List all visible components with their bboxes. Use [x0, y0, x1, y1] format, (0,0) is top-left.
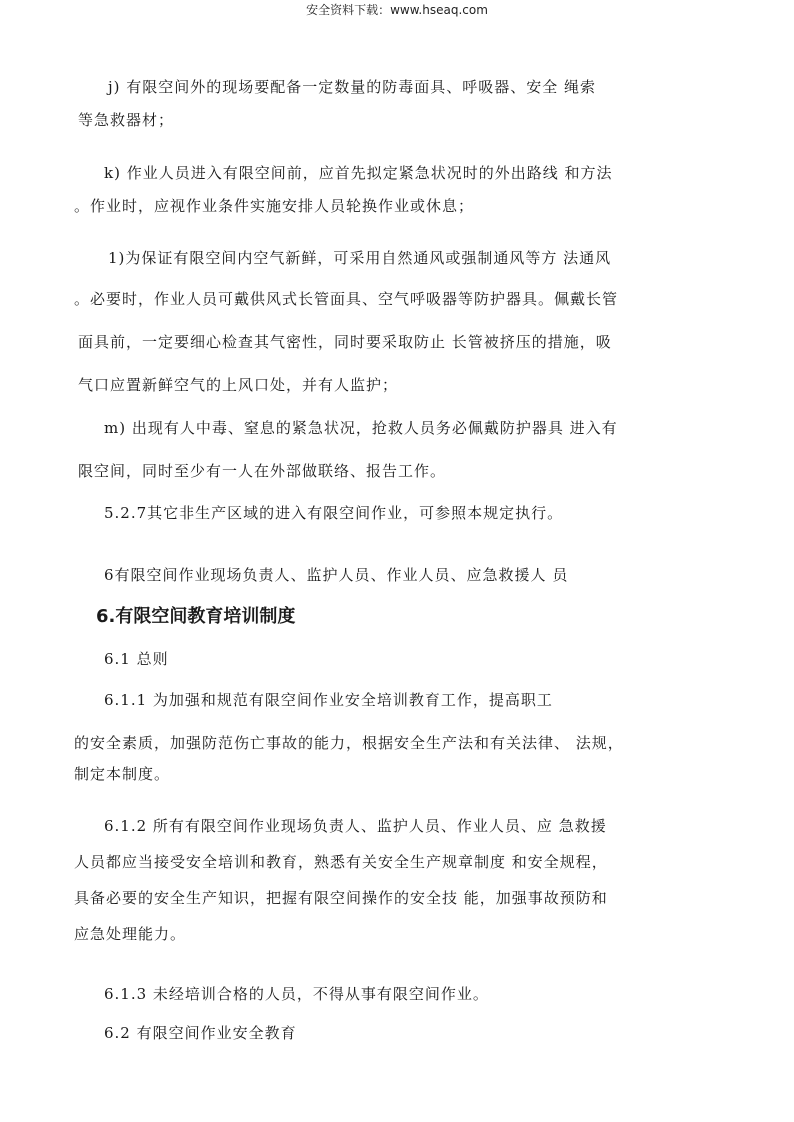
item-l-line-2: 。必要时，作业人员可戴供风式长管面具、空气呼吸器等防护器具。佩戴长管: [74, 290, 619, 308]
item-l-line-4: 气口应置新鲜空气的上风口处，并有人监护；: [78, 376, 399, 394]
item-l-line-3: 面具前，一定要细心检查其气密性，同时要采取防止 长管被挤压的措施，吸: [78, 333, 612, 351]
item-m-line-2: 限空间，同时至少有一人在外部做联络、报告工作。: [78, 462, 447, 480]
section-6-1-2-line-3: 具备必要的安全生产知识，把握有限空间操作的安全技 能，加强事故预防和: [74, 889, 608, 907]
item-j-line-2: 等急救器材；: [78, 111, 175, 129]
section-6-1-2-line-2: 人员都应当接受安全培训和教育，熟悉有关安全生产规章制度 和安全规程，: [74, 853, 608, 871]
section-6-1-1-line-3: 制定本制度。: [74, 765, 171, 783]
section-6-1-1-line-2: 的安全素质，加强防范伤亡事故的能力，根据安全生产法和有关法律、 法规，: [74, 734, 624, 752]
item-j-line-1: j) 有限空间外的现场要配备一定数量的防毒面具、呼吸器、安全 绳索: [108, 78, 597, 96]
section-6-2: 6.2 有限空间作业安全教育: [104, 1024, 297, 1042]
section-6-1-2-line-1: 6.1.2 所有有限空间作业现场负责人、监护人员、作业人员、应 急救援: [104, 817, 607, 835]
item-m-line-1: m) 出现有人中毒、窒息的紧急状况，抢救人员务必佩戴防护器具 进入有: [104, 419, 618, 437]
page-header-source: 安全资料下载：www.hseaq.com: [306, 3, 488, 17]
section-6-1-3: 6.1.3 未经培训合格的人员，不得从事有限空间作业。: [104, 985, 489, 1003]
section-6-1: 6.1 总则: [104, 650, 169, 668]
section-6-heading: 6.有限空间教育培训制度: [96, 606, 296, 627]
section-6-1-2-line-4: 应急处理能力。: [74, 925, 187, 943]
item-l-line-1: 1)为保证有限空间内空气新鲜，可采用自然通风或强制通风等方 法通风: [108, 249, 612, 267]
section-6-1-1-line-1: 6.1.1 为加强和规范有限空间作业安全培训教育工作，提高职工: [104, 691, 553, 709]
section-6-intro: 6有限空间作业现场负责人、监护人员、作业人员、应急救援人 员: [104, 566, 569, 584]
item-k-line-1: k) 作业人员进入有限空间前，应首先拟定紧急状况时的外出路线 和方法: [104, 164, 613, 182]
section-5-2-7: 5.2.7其它非生产区域的进入有限空间作业，可参照本规定执行。: [104, 504, 564, 522]
item-k-line-2: 。作业时，应视作业条件实施安排人员轮换作业或休息；: [74, 197, 475, 215]
